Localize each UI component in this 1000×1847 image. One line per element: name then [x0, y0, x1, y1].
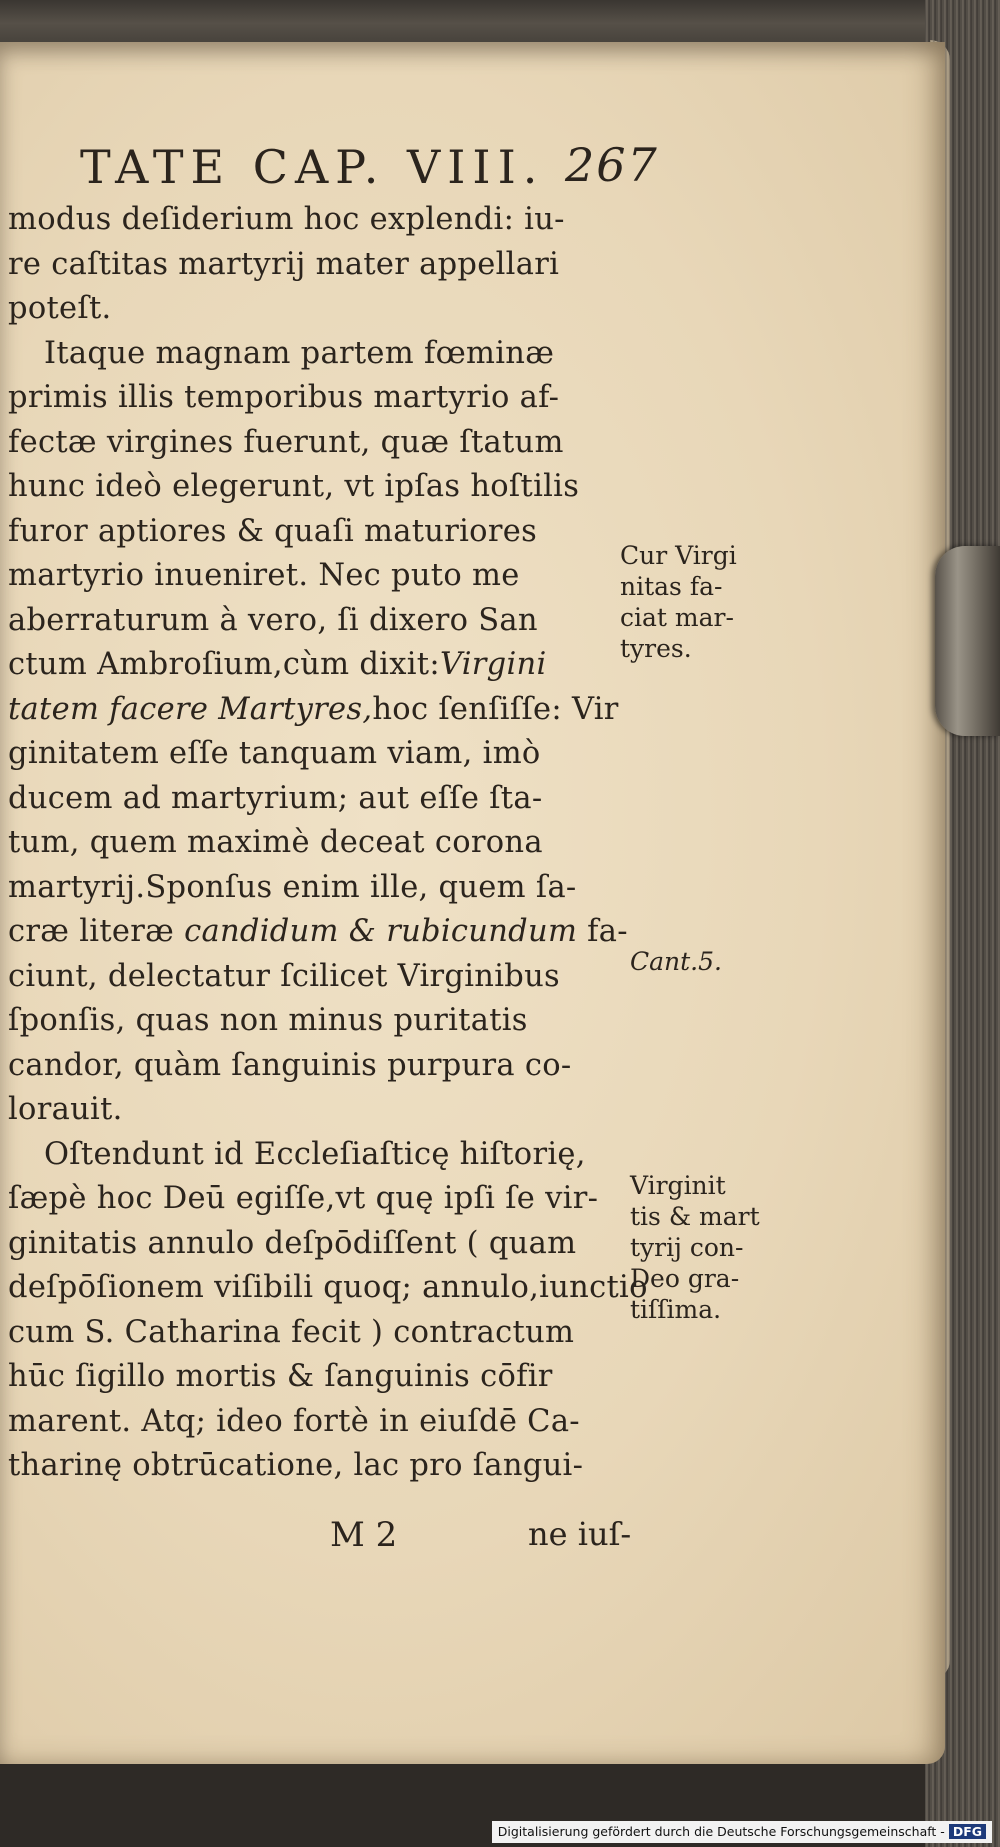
text-line: tharinę obtrūcatione, lac pro ſangui-: [8, 1448, 584, 1483]
text-line: re caſtitas martyrij mater appellari: [8, 246, 560, 282]
margin-line: Virginit: [630, 1171, 726, 1200]
text-segment: fa-: [577, 914, 628, 949]
text-segment-italic: candidum & rubicundum: [184, 914, 578, 949]
text-segment: cræ literæ: [8, 914, 185, 949]
text-segment-italic: Virgini: [439, 647, 547, 682]
margin-note-cant: Cant.5.: [630, 947, 722, 976]
margin-line: tyres.: [620, 634, 692, 663]
margin-note-cur-virgi: [620, 540, 737, 664]
text-line: ducem ad martyrium; aut eſſe ſta-: [8, 780, 543, 816]
text-line: ciunt, delectatur ſcilicet Virginibus: [8, 958, 560, 994]
running-title: TATE CAP. VIII.: [80, 140, 545, 194]
text-line: poteſt.: [8, 291, 112, 326]
text-line: [8, 688, 623, 733]
text-line: martyrio inueniret. Nec puto me: [8, 558, 520, 593]
text-segment: deſpōſionem viſibili quoq; annulo,: [8, 1270, 540, 1305]
signature-mark: M 2: [330, 1515, 398, 1555]
text-line: [8, 1266, 648, 1311]
text-segment: ctum Ambroſium,cùm dixit:: [8, 647, 440, 682]
margin-line: tiſſima.: [630, 1295, 722, 1324]
margin-line: ciat mar-: [620, 603, 734, 632]
text-line: modus deſiderium hoc explendi: iu-: [8, 202, 565, 237]
text-line: ginitatis annulo deſpōdiſſent ( quam: [8, 1225, 577, 1261]
digitization-footer: [492, 1821, 992, 1843]
text-line: lorauit.: [8, 1092, 123, 1127]
footer-text: Digitalisierung gefördert durch die Deutsche Forschungsgemeinschaft -: [497, 1824, 945, 1839]
body-text: [8, 198, 648, 1489]
text-line: hūc ſigillo mortis & ſanguinis cōfir: [8, 1359, 553, 1394]
text-segment: iunctio: [539, 1270, 648, 1305]
running-header: [80, 138, 659, 194]
text-line: ſæpè hoc Deū egiſſe,vt quę ipſi ſe vir-: [8, 1181, 599, 1216]
text-line: ſponſis, quas non minus puritatis: [8, 1003, 528, 1038]
page-clip: [935, 546, 1000, 736]
text-line: [8, 643, 623, 688]
text-line: martyrij.Sponſus enim ille, quem ſa-: [8, 869, 577, 905]
margin-line: tyrij con-: [630, 1233, 744, 1262]
text-line: Itaque magnam partem fœminæ: [44, 335, 555, 371]
text-line: ginitatem eſſe tanquam viam, imò: [8, 736, 541, 771]
text-segment: hoc ſenſiſſe: Vir: [372, 691, 619, 727]
text-line: aberraturum à vero, ſi dixero San: [8, 602, 538, 638]
text-line: tum, quem maximè deceat corona: [8, 825, 543, 860]
catchword: ne iuſ-: [528, 1515, 632, 1553]
text-line: marent. Atq; ideo fortè in eiuſdē Ca-: [8, 1403, 580, 1439]
text-line: cum S. Catharina fecit ) contractum: [8, 1314, 575, 1350]
text-line: furor aptiores & quaſi maturiores: [8, 513, 538, 549]
dfg-logo: DFG: [949, 1824, 986, 1839]
text-line: candor, quàm ſanguinis purpura co-: [8, 1047, 572, 1083]
text-line: [8, 910, 628, 955]
margin-line: tis & mart: [630, 1202, 760, 1231]
text-line: Oſtendunt id Eccleſiaſticę hiſtorię,: [44, 1136, 586, 1172]
text-line: hunc ideò elegerunt, vt ipſas hoſtilis: [8, 469, 580, 504]
margin-line: nitas fa-: [620, 572, 723, 601]
text-line: primis illis temporibus martyrio af-: [8, 380, 560, 415]
margin-note-virginitatis: [630, 1170, 760, 1325]
margin-line: Cur Virgi: [620, 541, 737, 570]
text-segment-italic: tatem facere Martyres,: [8, 691, 373, 727]
text-line: fectæ virgines fuerunt, quæ ſtatum: [8, 424, 564, 460]
page-number: 267: [565, 138, 659, 192]
margin-line: Deo gra-: [630, 1264, 740, 1293]
